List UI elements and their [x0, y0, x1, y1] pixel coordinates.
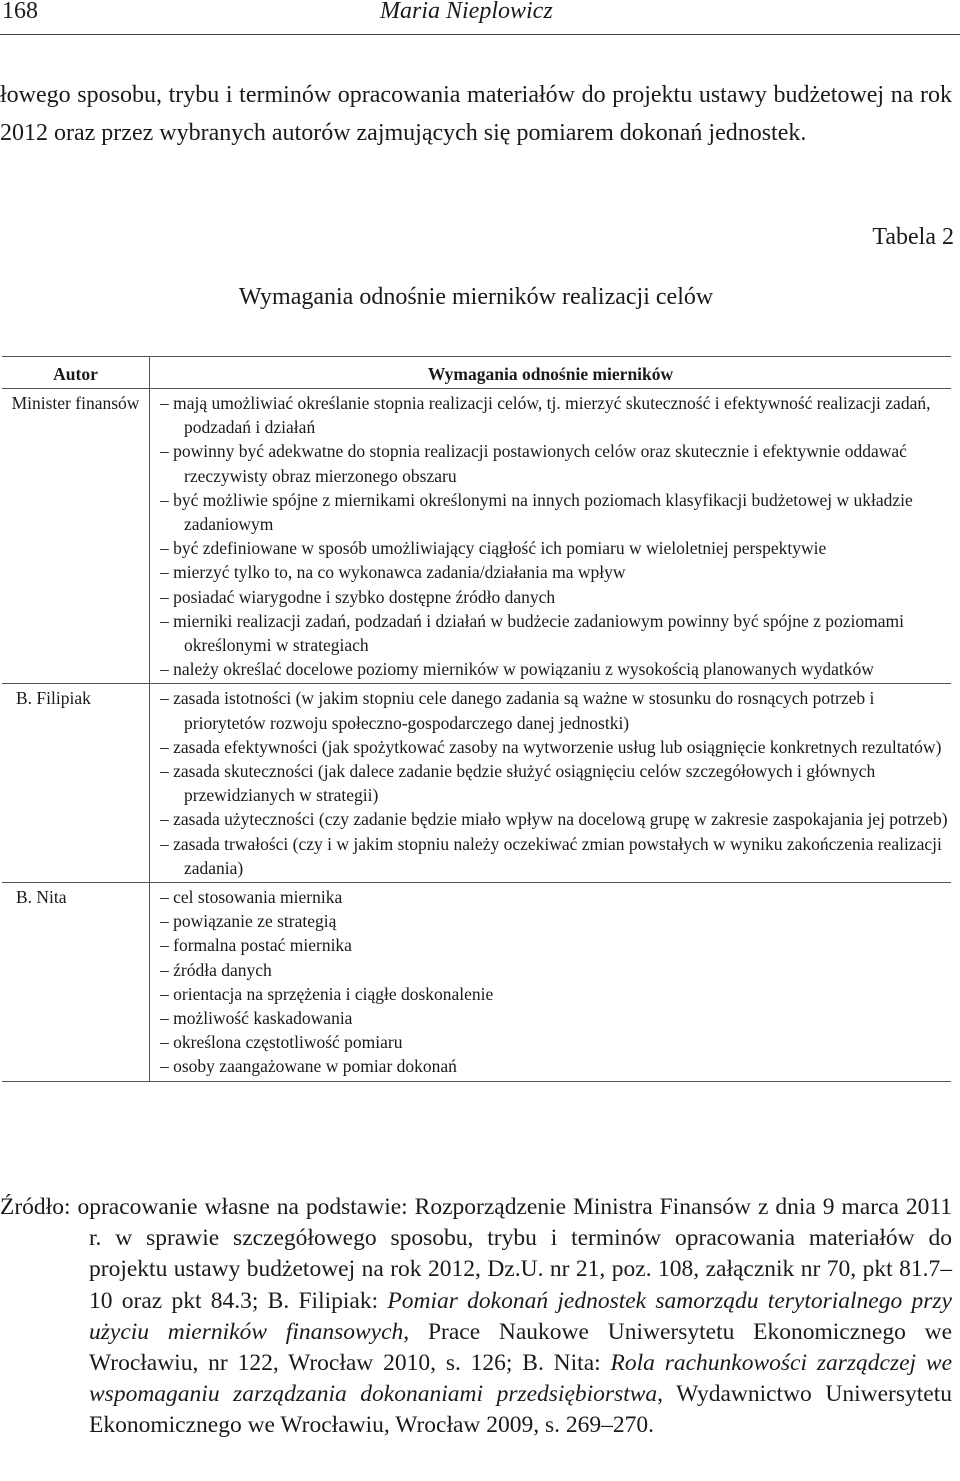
list-item: – posiadać wiarygodne i szybko dostępne źródło danych: [160, 585, 951, 609]
source-note: [0, 1192, 952, 1442]
table-label: Tabela 2: [872, 224, 954, 250]
list-item: – być możliwie spójne z miernikami określonymi na innych poziomach klasyfikacji budżetowej w układzie zadaniowym: [160, 488, 951, 536]
intro-text: łowego sposobu, trybu i terminów opracowania materiałów do projektu ustawy budżetowej na rok 2012 oraz przez wybranych autorów zajmujących się pomiarem dokonań jednostek.: [0, 82, 952, 146]
source-text-part3: , Wydawnictwo Uniwersytetu Ekonomicznego we Wrocławiu, Wrocław 2009, s. 269–270.: [89, 1381, 952, 1439]
list-item: – należy określać docelowe poziomy mierników w powiązaniu z wysokością planowanych wydatków: [160, 657, 951, 681]
requirements-list: [160, 885, 951, 1079]
requirements-cell: [150, 684, 952, 883]
list-item: – zasada trwałości (czy i w jakim stopniu należy oczekiwać zmian powstałych w wyniku zakończenia realizacji zadania): [160, 832, 951, 880]
page-number: 168: [2, 0, 38, 24]
requirements-cell: [150, 389, 952, 684]
table-row: [2, 684, 951, 883]
list-item: – mierzyć tylko to, na co wykonawca zadania/działania ma wpływ: [160, 560, 951, 584]
list-item: – być zdefiniowane w sposób umożliwiający ciągłość ich pomiaru w wieloletniej perspektywie: [160, 536, 951, 560]
list-item: – zasada użyteczności (czy zadanie będzie miało wpływ na docelową grupę w zakresie zaspokajania jej potrzeb): [160, 807, 951, 831]
list-item: – orientacja na sprzężenia i ciągłe doskonalenie: [160, 982, 951, 1006]
list-item: – zasada skuteczności (jak dalece zadanie będzie służyć osiągnięciu celów szczegółowych i głównych przewidzianych w strategii): [160, 759, 951, 807]
source-text-part1: opracowanie własne na podstawie: Rozporządzenie Ministra Finansów z dnia 9 marca 2011 r. w sprawie szczegółowego sposobu, trybu i terminów opracowania materiałów do projektu ustawy budżetowej na rok 2012, Dz.U. nr 21, poz. 108, załącznik nr 70, pkt 81.7–10 oraz pkt 84.3; B. Filipiak:: [77, 1194, 953, 1314]
intro-paragraph: [0, 76, 952, 152]
list-item: – cel stosowania miernika: [160, 885, 951, 909]
source-title-filipiak: Pomiar dokonań jednostek samorządu terytorialnego przy użyciu mierników finansowych: [89, 1287, 952, 1345]
source-text-part2: , Prace Naukowe Uniwersytetu Ekonomicznego we Wrocławiu, nr 122, Wrocław 2010, s. 126; B. Nita:: [89, 1318, 953, 1377]
list-item: – mierniki realizacji zadań, podzadań i działań w budżecie zadaniowym powinny być spójne z poziomami określonymi w strategiach: [160, 609, 951, 657]
list-item: – powinny być adekwatne do stopnia realizacji postawionych celów oraz skutecznie i efektywnie oddawać rzeczywisty obraz mierzonego obszaru: [160, 439, 951, 487]
running-head-author: Maria Nieplowicz: [380, 0, 553, 24]
requirements-list: [160, 391, 951, 681]
header-author: Autor: [2, 357, 150, 389]
list-item: – źródła danych: [160, 958, 951, 982]
list-item: – zasada efektywności (jak spożytkować zasoby na wytworzenie usług lub osiągnięcie konkretnych rezultatów): [160, 735, 951, 759]
requirements-cell: [150, 883, 952, 1082]
list-item: – określona częstotliwość pomiaru: [160, 1030, 951, 1054]
author-cell: Minister finansów: [11, 393, 140, 413]
source-label: Źródło:: [0, 1194, 71, 1220]
table-row: [2, 883, 951, 1082]
list-item: – powiązanie ze strategią: [160, 909, 951, 933]
author-cell: B. Filipiak: [2, 684, 150, 883]
list-item: – zasada istotności (w jakim stopniu cele danego zadania są ważne w stosunku do rosnących potrzeb i priorytetów rozwoju społeczno-gospodarczego danej jednostki): [160, 686, 951, 734]
requirements-list: [160, 686, 951, 880]
page-header: [0, 0, 960, 36]
table-title: Wymagania odnośnie mierników realizacji celów: [238, 284, 714, 310]
list-item: – mają umożliwiać określanie stopnia realizacji celów, tj. mierzyć skuteczność i efektywność realizacji zadań, podzadań i działań: [160, 391, 951, 439]
table-row: [2, 389, 951, 684]
source-title-nita: Rola rachunkowości zarządczej we wspomaganiu zarządzania dokonaniami przedsiębiorstwa: [89, 1350, 952, 1408]
author-cell: B. Nita: [2, 883, 150, 1082]
list-item: – możliwość kaskadowania: [160, 1006, 951, 1030]
list-item: – formalna postać miernika: [160, 933, 951, 957]
list-item: – osoby zaangażowane w pomiar dokonań: [160, 1054, 951, 1078]
table-header-row: [2, 357, 951, 389]
requirements-table: [2, 356, 951, 1082]
header-requirements: Wymagania odnośnie mierników: [150, 357, 952, 389]
header-rule: [0, 34, 960, 35]
